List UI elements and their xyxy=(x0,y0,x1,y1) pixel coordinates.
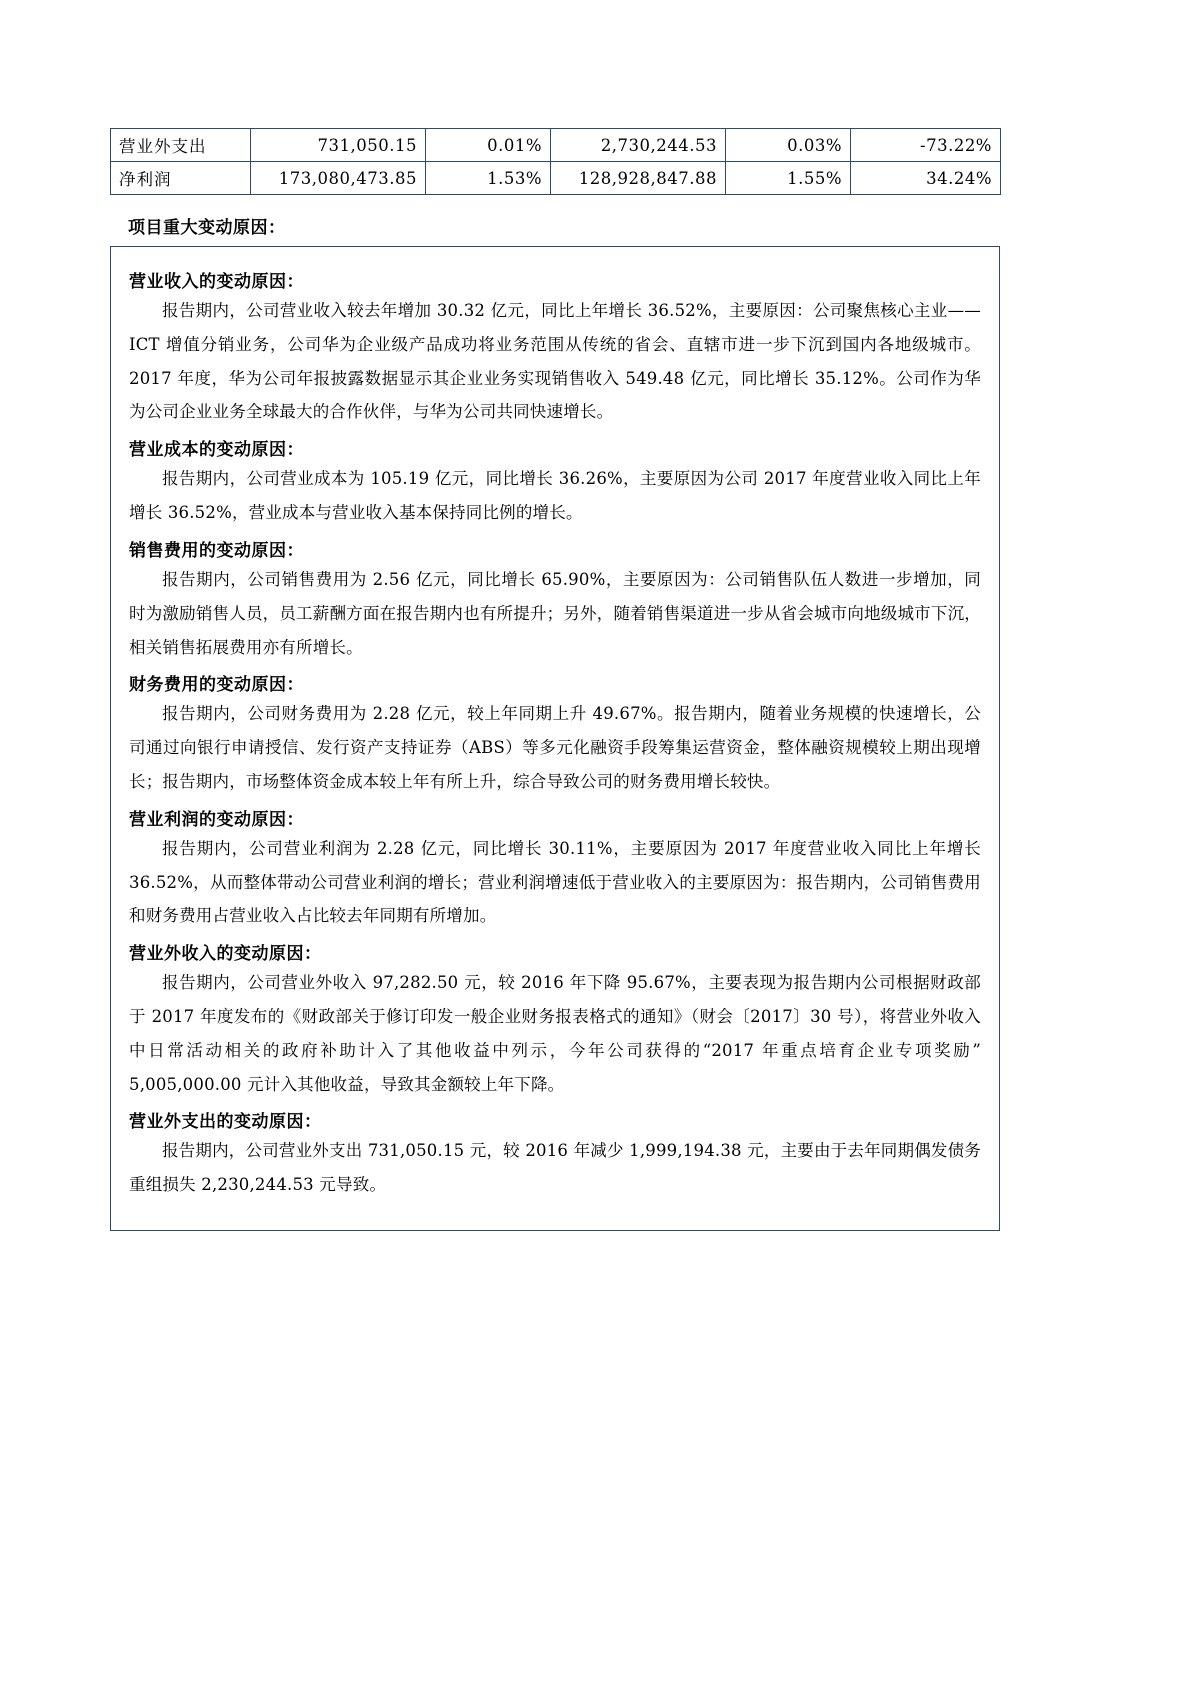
subsection-paragraph-selling-expense: 报告期内，公司销售费用为 2.56 亿元，同比增长 65.90%，主要原因为：公司销售队伍人数进一步增加，同时为激励销售人员，员工薪酬方面在报告期内也有所提升；另外，随着销售渠道进一步从省会城市向地级城市下沉，相关销售拓展费用亦有所增长。 xyxy=(129,569,981,657)
row-label: 营业外支出 xyxy=(111,129,251,162)
subsection-heading-revenue: 营业收入的变动原因： xyxy=(129,272,304,292)
subsection-heading-non-operating-expense: 营业外支出的变动原因： xyxy=(129,1112,322,1133)
row-value-change: -73.22% xyxy=(851,129,1001,162)
subsection-paragraph-non-operating-expense: 报告期内，公司营业外支出 731,050.15 元，较 2016 年减少 1,999,194.38 元，主要由于去年同期偶发债务重组损失 2,230,244.53 元导致。 xyxy=(129,1141,981,1195)
subsection-heading-selling-expense: 销售费用的变动原因： xyxy=(129,540,304,561)
subsection-heading-finance-expense: 财务费用的变动原因： xyxy=(129,675,304,696)
page-title: 项目重大变动原因： xyxy=(128,218,286,238)
subsection-heading-operating-profit: 营业利润的变动原因： xyxy=(129,809,304,830)
subsection-paragraph-finance-expense: 报告期内，公司财务费用为 2.28 亿元，较上年同期上升 49.67%。报告期内，随着业务规模的快速增长，公司通过向银行申请授信、发行资产支持证券（ABS）等多元化融资手段筹集运营资金，整体融资规模较上期出现增长；报告期内，市场整体资金成本较上年有所上升，综合导致公司的财务费用增长较快。 xyxy=(129,704,981,791)
row-value-change: 34.24% xyxy=(851,162,1001,195)
table-row xyxy=(111,162,1001,195)
subsection-paragraph-operating-profit: 报告期内，公司营业利润为 2.28 亿元，同比增长 30.11%，主要原因为 2017 年度营业收入同比上年增长 36.52%，从而整体带动公司营业利润的增长；营业利润增速低于营业收入的主要原因为：报告期内，公司销售费用和财务费用占营业收入占比较去年同期有所增加。 xyxy=(129,838,981,926)
subsection-heading-cost: 营业成本的变动原因： xyxy=(129,440,304,461)
subsection-paragraph-non-operating-income: 报告期内，公司营业外收入 97,282.50 元，较 2016 年下降 95.67%，主要表现为报告期内公司根据财政部于 2017 年度发布的《财政部关于修订印发一般企业财务报表格式的通知》（财会〔2017〕30 号），将营业外收入中日常活动相关的政府补助计入了其他收益中列示，今年公司获得的“2017 年重点培育企业专项奖励” 5,005,000.00 元计入其他收益，导致其金额较上年下降。 xyxy=(129,973,981,1094)
subsection-paragraph-cost: 报告期内，公司营业成本为 105.19 亿元，同比增长 36.26%，主要原因为公司 2017 年度营业收入同比上年增长 36.52%，营业成本与营业收入基本保持同比例的增长。 xyxy=(129,469,981,523)
variation-reasons-box xyxy=(110,246,1000,1231)
row-value-amount-current: 731,050.15 xyxy=(251,129,426,162)
row-value-ratio-current: 0.01% xyxy=(426,129,551,162)
subsection-paragraph-revenue: 报告期内，公司营业收入较去年增加 30.32 亿元，同比上年增长 36.52%，主要原因：公司聚焦核心主业——ICT 增值分销业务，公司华为企业级产品成功将业务范围从传统的省会、直辖市进一步下沉到国内各地级城市。2017 年度，华为公司年报披露数据显示其企业业务实现销售收入 549.48 亿元，同比增长 35.12%。公司作为华为公司企业业务全球最大的合作伙伴，与华为公司共同快速增长。 xyxy=(129,301,981,422)
page-content xyxy=(110,128,1000,1231)
row-label: 净利润 xyxy=(111,162,251,195)
table-row xyxy=(111,129,1001,162)
row-value-ratio-prior: 1.55% xyxy=(726,162,851,195)
row-value-amount-prior: 128,928,847.88 xyxy=(551,162,726,195)
row-value-ratio-prior: 0.03% xyxy=(726,129,851,162)
row-value-amount-prior: 2,730,244.53 xyxy=(551,129,726,162)
row-value-ratio-current: 1.53% xyxy=(426,162,551,195)
financial-summary-table xyxy=(110,128,1001,195)
row-value-amount-current: 173,080,473.85 xyxy=(251,162,426,195)
subsection-heading-non-operating-income: 营业外收入的变动原因： xyxy=(129,944,322,965)
